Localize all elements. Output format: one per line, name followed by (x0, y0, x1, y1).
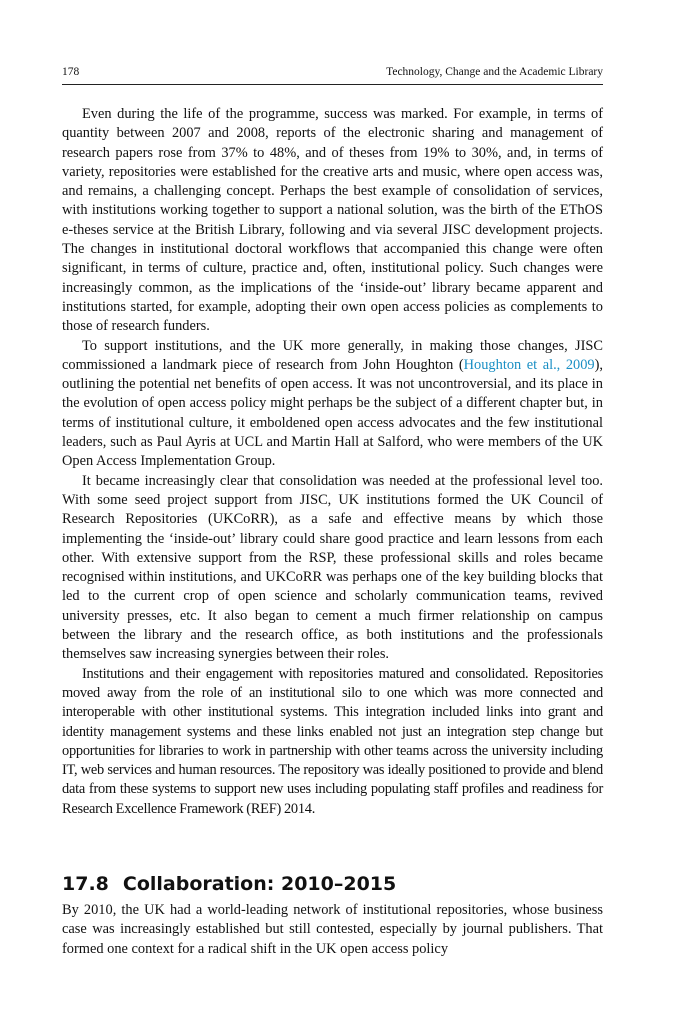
running-head-title: Technology, Change and the Academic Library (386, 66, 603, 78)
section-body (62, 901, 603, 959)
section-heading (62, 872, 603, 896)
citation-link-houghton-2009[interactable]: Houghton et al., 2009 (463, 356, 595, 373)
body-text (62, 105, 603, 819)
paragraph-2-rest: ), outlining the potential net benefits of open access. It was not uncontroversial, and its place in the evolution of open access policy might perhaps be the subject of a different chapter but, in terms of institutional culture, it emboldened open access advocates and the few institutional leaders, such as Paul Ayris at UCL and Martin Hall at Salford, who were members of the UK Open Access Implementation Group. (62, 356, 603, 470)
paragraph-1: Even during the life of the programme, success was marked. For example, in terms of quantity between 2007 and 2008, reports of the electronic sharing and management of research papers rose from 37% to 48%, and of theses from 19% to 30%, and, in terms of variety, repositories were established for the creative arts and music, where open access was, and remains, a challenging concept. Perhaps the best example of consolidation of services, with institutions working together to support a national solution, was the birth of the EThOS e-theses service at the British Library, following and via several JISC development projects. The changes in institutional doctoral workflows that accompanied this change were often significant, in terms of culture, practice and, often, institutional policy. Such changes were increasingly common, as the implications of the ‘inside-out’ library became apparent and institutions started, for example, adopting their own open access policies as complements to those of research funders. (62, 106, 603, 335)
page-number: 178 (62, 66, 80, 78)
book-page (62, 0, 603, 1024)
header-rule (62, 84, 603, 85)
paragraph-3: It became increasingly clear that consolidation was needed at the professional level too. With some seed project support from JISC, UK institutions formed the UK Council of Research Repositories (UKCoRR), as a safe and effective means by which those implementing the ‘inside-out’ library could share good practice and learn lessons from each other. With extensive support from the RSP, these professional skills and roles became recognised within institutions, and UKCoRR was perhaps one of the key building blocks that led to the current crop of open science and scholarly communication teams, revived university presses, etc. It also began to cement a much firmer relationship on campus between the library and the research office, as both institutions and the professionals themselves saw increasing synergies between their roles. (62, 472, 603, 663)
section-number: 17.8 (62, 872, 109, 895)
paragraph-2 (62, 337, 603, 472)
section-paragraph-1: By 2010, the UK had a world-leading network of institutional repositories, whose business case was increasingly established but still contested, especially by journal publishers. That formed one context for a radical shift in the UK open access policy (62, 902, 603, 957)
paragraph-2-lead: To support institutions, and the UK more generally, in making those changes, JISC commissioned a landmark piece of research from John Houghton ( (62, 337, 603, 373)
section-title: Collaboration: 2010–2015 (122, 872, 397, 895)
paragraph-4: Institutions and their engagement with repositories matured and consolidated. Repositories moved away from the role of an institutional silo to one which was more connected and interoperable with other institutional systems. This integration included links into grant and identity management systems and these links enabled not just an integration step change but opportunities for libraries to work in partnership with other teams across the university including IT, web services and human resources. The repository was ideally positioned to provide and blend data from these systems to support new uses including populating staff profiles and readiness for Research Excellence Framework (REF) 2014. (62, 665, 603, 817)
